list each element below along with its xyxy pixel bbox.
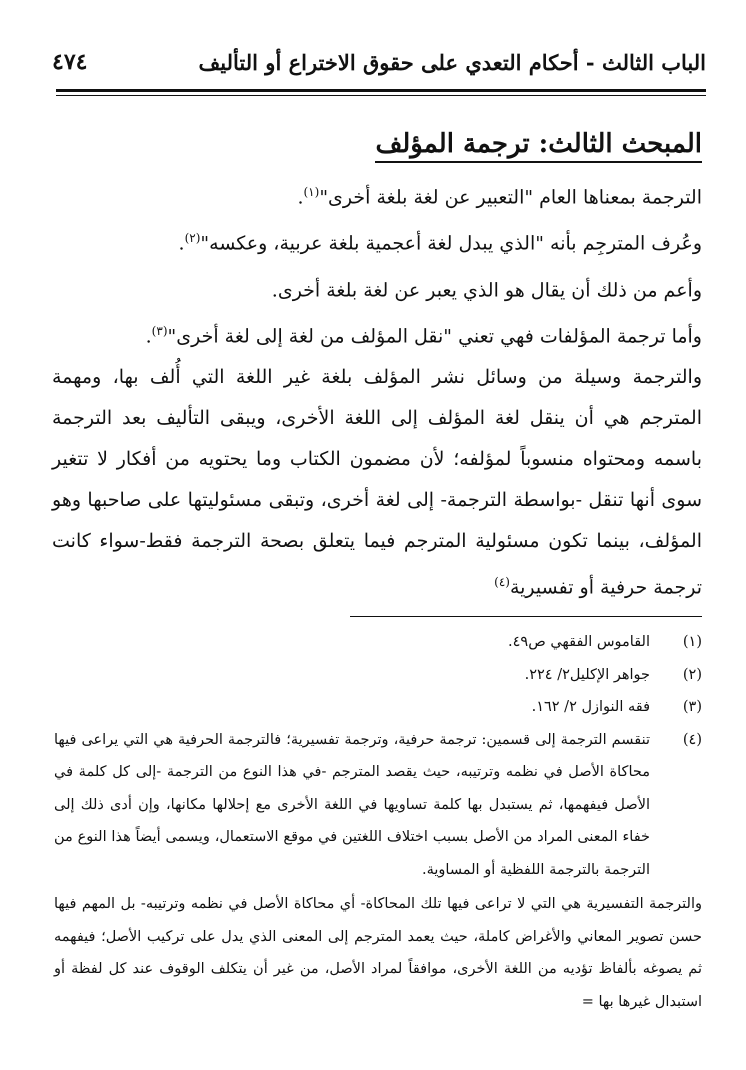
paragraph-end: .: [178, 232, 185, 255]
section-title: [52, 122, 702, 166]
paragraph-text: وعُرف المترجِم بأنه "الذي يبدل لغة أعجمية بلغة عربية، وعكسه": [200, 232, 702, 255]
footnote-4: [54, 724, 702, 887]
paragraph-text: الترجمة بمعناها العام "التعبير عن لغة بلغة أخرى": [319, 186, 702, 209]
footnote-3: [54, 691, 702, 724]
footnote-ref: (١): [303, 185, 320, 199]
section-title-text: المبحث الثالث: ترجمة المؤلف: [375, 129, 702, 163]
paragraph-1: [52, 172, 702, 218]
footnote-ref: (٣): [151, 323, 168, 338]
footnote-number: (١): [682, 634, 702, 650]
paragraph-end: .: [145, 325, 152, 348]
footnote-separator: [350, 616, 702, 617]
page-number: ٤٧٤: [52, 49, 88, 75]
paragraph-5: [52, 357, 702, 608]
footnote-2: [54, 659, 702, 692]
paragraph-2: [52, 218, 702, 264]
paragraph-text: والترجمة وسيلة من وسائل نشر المؤلف بلغة غير اللغة التي أُلف بها، ومهمة المترجم هي أن ينقل لغة المؤلف إلى اللغة الأخرى، ويبقى التأليف بعد الترجمة باسمه ومحتواه منسوباً لمؤلفه؛ لأن مضمون الكتاب وما يحتويه من أفكار لا تتغير سوى أنها تنقل -بواسطة الترجمة- إلى لغة أخرى، وتبقى مسئوليتها على صاحبها وهو المؤلف، بينما تكون مسئولية المترجم فيما يتعلق بصحة الترجمة فقط-سواء كانت ترجمة حرفية أو تفسيرية: [52, 366, 702, 599]
paragraph-text: وأعم من ذلك أن يقال هو الذي يعبر عن لغة بلغة أخرى.: [271, 278, 702, 301]
paragraph-4: [52, 311, 702, 357]
page-header: [52, 40, 706, 84]
header-rule-thin: [56, 95, 706, 96]
footnote-number: (٣): [682, 699, 702, 715]
paragraph-end: .: [297, 186, 304, 209]
footnote-text: جواهر الإكليل٢/ ٢٢٤.: [524, 666, 650, 683]
footnote-number: (٢): [682, 666, 702, 683]
header-rule-thick: [56, 89, 706, 92]
footnote-text: فقه النوازل ٢/ ١٦٢.: [531, 699, 650, 715]
footnote-1: [54, 626, 702, 659]
footnote-ref: (٢): [184, 231, 201, 246]
footnote-number: (٤): [682, 731, 702, 748]
footnotes: [54, 626, 702, 1018]
footnote-continuation: والترجمة التفسيرية هي التي لا تراعى فيها تلك المحاكاة- أي محاكاة الأصل في نظمه وترتيبه- بل المهم فيها حسن تصوير المعاني والأغراض كاملة، حيث يعمد المترجم إلى المعنى الذي يدل على تركيب الأصل؛ فيفهمه ثم يصوغه بألفاظ تؤديه من اللغة الأخرى، موافقاً لمراد الأصل، من غير أن يتكلف الوقوف عند كل لفظة أو استبدال غيرها بها =: [54, 896, 702, 1010]
main-text: [52, 122, 702, 609]
footnote-ref: (٤): [494, 575, 510, 590]
footnote-text: تنقسم الترجمة إلى قسمين: ترجمة حرفية، وترجمة تفسيرية؛ فالترجمة الحرفية هي التي يراعى فيها محاكاة الأصل في نظمه وترتيبه، حيث يقصد المترجم -في هذا النوع من الترجمة -إلى كل كلمة في الأصل فيفهمها، ثم يستبدل بها كلمة تساويها في اللغة الأخرى مع إحلالها مكانها، وإن أدى ذلك إلى خفاء المعنى المراد من الأصل بسبب اختلاف اللغتين في موقع الاستعمال، ويسمى أيضاً هذا النوع من الترجمة بالترجمة اللفظية أو المساوية.: [54, 731, 650, 878]
footnote-text: القاموس الفقهي ص٤٩.: [508, 634, 650, 650]
paragraph-text: وأما ترجمة المؤلفات فهي تعني "نقل المؤلف من لغة إلى لغة أخرى": [167, 325, 702, 348]
running-title: الباب الثالث - أحكام التعدي على حقوق الاختراع أو التأليف: [198, 49, 706, 75]
paragraph-3: [52, 265, 702, 311]
